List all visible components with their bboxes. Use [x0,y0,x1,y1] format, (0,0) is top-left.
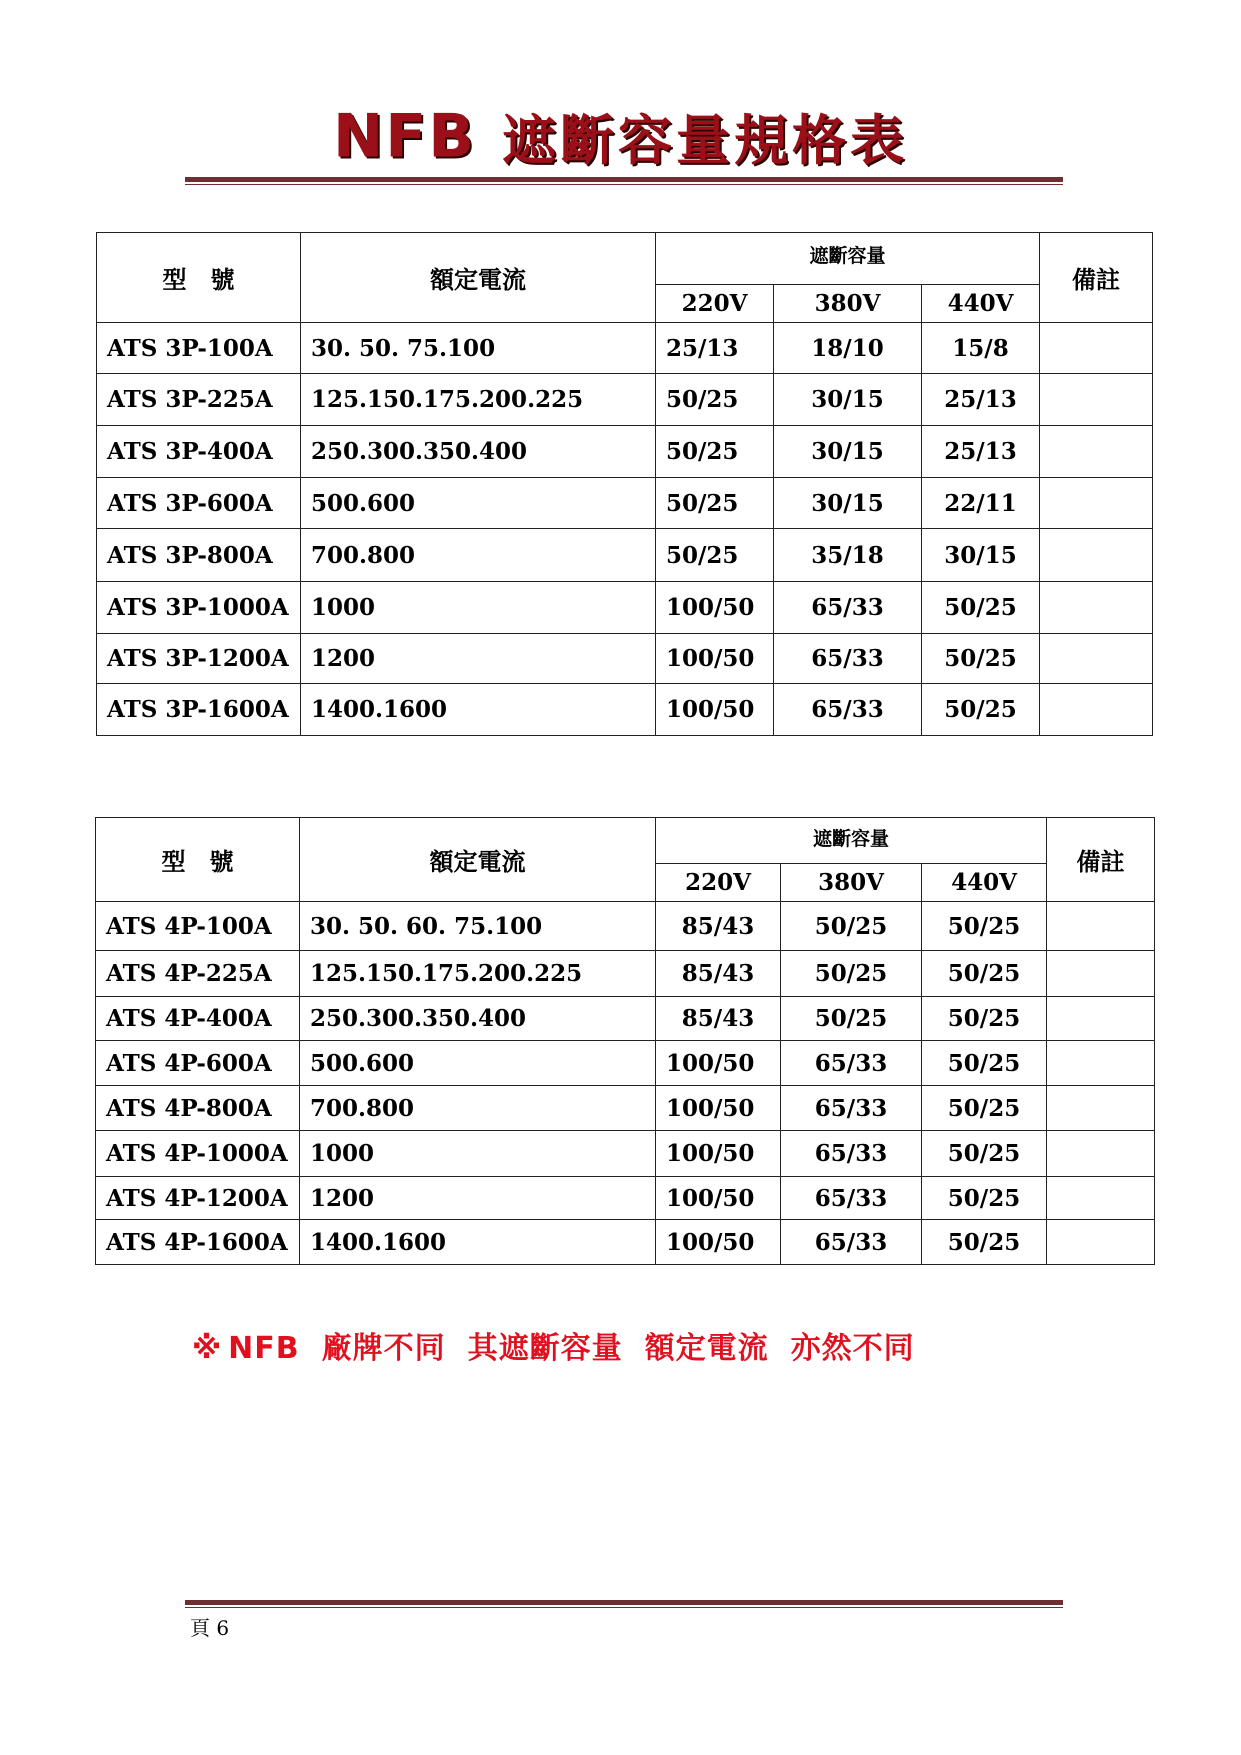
v440-cell: 50/25 [922,634,1040,684]
header-440v: 440V [922,864,1047,902]
header-model: 型 號 [96,818,300,902]
v220-cell: 50/25 [656,426,774,478]
v220-cell: 100/50 [656,634,774,684]
v380-cell: 30/15 [774,478,922,529]
v440-cell: 50/25 [922,1086,1047,1131]
table-row [96,997,1155,1041]
remarks-cell [1040,374,1153,426]
remarks-cell [1047,997,1155,1041]
remarks-cell [1047,1131,1155,1177]
v380-cell: 50/25 [781,902,922,951]
v440-cell: 50/25 [922,582,1040,634]
v380-cell: 65/33 [774,582,922,634]
header-remarks: 備註 [1047,818,1155,902]
current-cell: 250.300.350.400 [301,426,656,478]
page-label: 頁 [190,1616,210,1640]
v380-cell: 65/33 [781,1131,922,1177]
v440-cell: 50/25 [922,1177,1047,1220]
header-rated-current: 額定電流 [301,233,656,323]
header-model: 型 號 [97,233,301,323]
current-cell: 30. 50. 60. 75.100 [300,902,656,951]
v380-cell: 50/25 [781,951,922,997]
current-cell: 1200 [301,634,656,684]
v380-cell: 50/25 [781,997,922,1041]
v380-cell: 65/33 [781,1041,922,1086]
v380-cell: 65/33 [781,1220,922,1265]
model-cell: ATS 4P-1000A [96,1131,300,1177]
v220-cell: 25/13 [656,323,774,374]
v220-cell: 85/43 [656,902,781,951]
current-cell: 1400.1600 [300,1220,656,1265]
brand-note [192,1323,915,1367]
current-cell: 125.150.175.200.225 [300,951,656,997]
v440-cell: 15/8 [922,323,1040,374]
page-number [190,1612,229,1641]
table-row [97,323,1153,374]
table-row [96,951,1155,997]
table-row [96,1220,1155,1265]
note-part: 額定電流 [644,1331,769,1366]
remarks-cell [1040,582,1153,634]
table-row [96,902,1155,951]
v440-cell: 30/15 [922,529,1040,582]
v380-cell: 30/15 [774,426,922,478]
current-cell: 1000 [300,1131,656,1177]
v440-cell: 50/25 [922,684,1040,736]
table-row [96,1086,1155,1131]
spec-table-4p [95,817,1155,1265]
v380-cell: 65/33 [781,1177,922,1220]
v440-cell: 50/25 [922,997,1047,1041]
v220-cell: 100/50 [656,684,774,736]
table-row [96,1177,1155,1220]
remarks-cell [1047,1086,1155,1131]
table-row [97,374,1153,426]
header-220v: 220V [656,285,774,323]
v380-cell: 30/15 [774,374,922,426]
page-title [0,98,1241,175]
v440-cell: 22/11 [922,478,1040,529]
header-380v: 380V [774,285,922,323]
model-cell: ATS 3P-100A [97,323,301,374]
note-part: 廠牌不同 [321,1331,446,1366]
header-380v: 380V [781,864,922,902]
v380-cell: 65/33 [774,634,922,684]
remarks-cell [1040,684,1153,736]
model-cell: ATS 4P-600A [96,1041,300,1086]
v220-cell: 50/25 [656,529,774,582]
remarks-cell [1040,426,1153,478]
current-cell: 30. 50. 75.100 [301,323,656,374]
remarks-cell [1047,902,1155,951]
v440-cell: 50/25 [922,1220,1047,1265]
table-row [97,684,1153,736]
model-cell: ATS 4P-1200A [96,1177,300,1220]
title-cjk: 遮斷容量規格表 [501,108,908,172]
remarks-cell [1040,634,1153,684]
note-part: 其遮斷容量 [467,1331,623,1366]
current-cell: 1400.1600 [301,684,656,736]
model-cell: ATS 4P-800A [96,1086,300,1131]
spec-table-3p [96,232,1153,736]
v440-cell: 50/25 [922,1131,1047,1177]
v440-cell: 25/13 [922,426,1040,478]
header-breaking-capacity: 遮斷容量 [656,818,1047,864]
current-cell: 250.300.350.400 [300,997,656,1041]
header-rule [185,177,1063,185]
reference-mark-icon: ※ [192,1331,223,1366]
v440-cell: 50/25 [922,951,1047,997]
v380-cell: 35/18 [774,529,922,582]
current-cell: 125.150.175.200.225 [301,374,656,426]
model-cell: ATS 4P-400A [96,997,300,1041]
footer-rule [185,1600,1063,1608]
v220-cell: 100/50 [656,1220,781,1265]
table-row [97,582,1153,634]
v220-cell: 100/50 [656,1086,781,1131]
model-cell: ATS 3P-1000A [97,582,301,634]
table-row [97,634,1153,684]
v220-cell: 85/43 [656,997,781,1041]
model-cell: ATS 3P-600A [97,478,301,529]
v220-cell: 85/43 [656,951,781,997]
header-breaking-capacity: 遮斷容量 [656,233,1040,285]
model-cell: ATS 4P-225A [96,951,300,997]
current-cell: 1200 [300,1177,656,1220]
current-cell: 1000 [301,582,656,634]
remarks-cell [1040,529,1153,582]
model-cell: ATS 4P-1600A [96,1220,300,1265]
current-cell: 500.600 [301,478,656,529]
remarks-cell [1047,1041,1155,1086]
v380-cell: 65/33 [781,1086,922,1131]
current-cell: 700.800 [301,529,656,582]
table-row [96,1131,1155,1177]
header-remarks: 備註 [1040,233,1153,323]
model-cell: ATS 3P-800A [97,529,301,582]
current-cell: 700.800 [300,1086,656,1131]
current-cell: 500.600 [300,1041,656,1086]
v380-cell: 18/10 [774,323,922,374]
header-440v: 440V [922,285,1040,323]
remarks-cell [1047,1220,1155,1265]
model-cell: ATS 3P-1600A [97,684,301,736]
model-cell: ATS 3P-400A [97,426,301,478]
table-row [97,529,1153,582]
title-latin: NFB [333,101,476,172]
remarks-cell [1047,1177,1155,1220]
v220-cell: 100/50 [656,1131,781,1177]
v440-cell: 25/13 [922,374,1040,426]
remarks-cell [1040,323,1153,374]
note-part: NFB [228,1331,300,1366]
model-cell: ATS 3P-1200A [97,634,301,684]
table-row [96,1041,1155,1086]
model-cell: ATS 4P-100A [96,902,300,951]
remarks-cell [1047,951,1155,997]
v220-cell: 100/50 [656,1041,781,1086]
table-row [97,478,1153,529]
header-220v: 220V [656,864,781,902]
v440-cell: 50/25 [922,902,1047,951]
remarks-cell [1040,478,1153,529]
v440-cell: 50/25 [922,1041,1047,1086]
v220-cell: 50/25 [656,374,774,426]
v220-cell: 100/50 [656,1177,781,1220]
table-row [97,426,1153,478]
header-rated-current: 額定電流 [300,818,656,902]
model-cell: ATS 3P-225A [97,374,301,426]
page-number-value: 6 [216,1616,230,1640]
v220-cell: 50/25 [656,478,774,529]
note-part: 亦然不同 [790,1331,915,1366]
v380-cell: 65/33 [774,684,922,736]
v220-cell: 100/50 [656,582,774,634]
